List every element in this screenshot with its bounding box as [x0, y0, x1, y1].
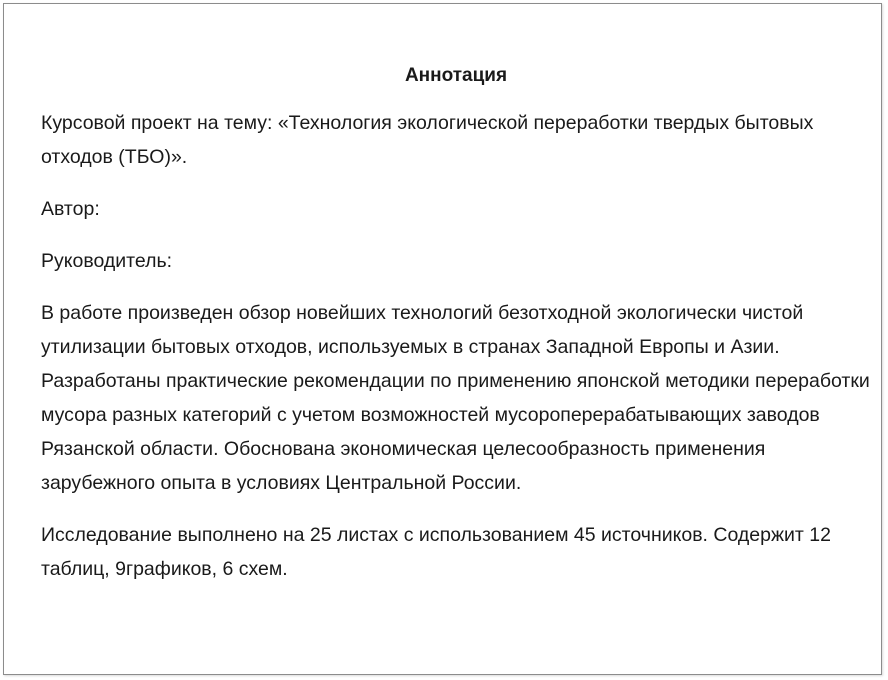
- document-body: [41, 64, 871, 604]
- document-frame: [3, 3, 882, 675]
- document-title: Аннотация: [404, 65, 508, 86]
- supervisor-line: Руководитель:: [41, 250, 173, 272]
- topic-paragraph: Курсовой проект на тему: «Технология экологической переработки твердых бытовых отходов (ТБО)».: [41, 112, 814, 168]
- stats-paragraph: Исследование выполнено на 25 листах с использованием 45 источников. Содержит 12 таблиц, 9графиков, 6 схем.: [41, 524, 831, 580]
- author-line: Автор:: [41, 198, 100, 220]
- summary-paragraph: В работе произведен обзор новейших технологий безотходной экологически чистой утилизации бытовых отходов, используемых в странах Западной Европы и Азии. Разработаны практические рекомендации по применению японской методики переработки мусора разных категорий с учетом возможностей мусороперерабатывающих заводов Рязанской области. Обоснована экономическая целесообразность применения зарубежного опыта в условиях Центральной России.: [41, 302, 870, 494]
